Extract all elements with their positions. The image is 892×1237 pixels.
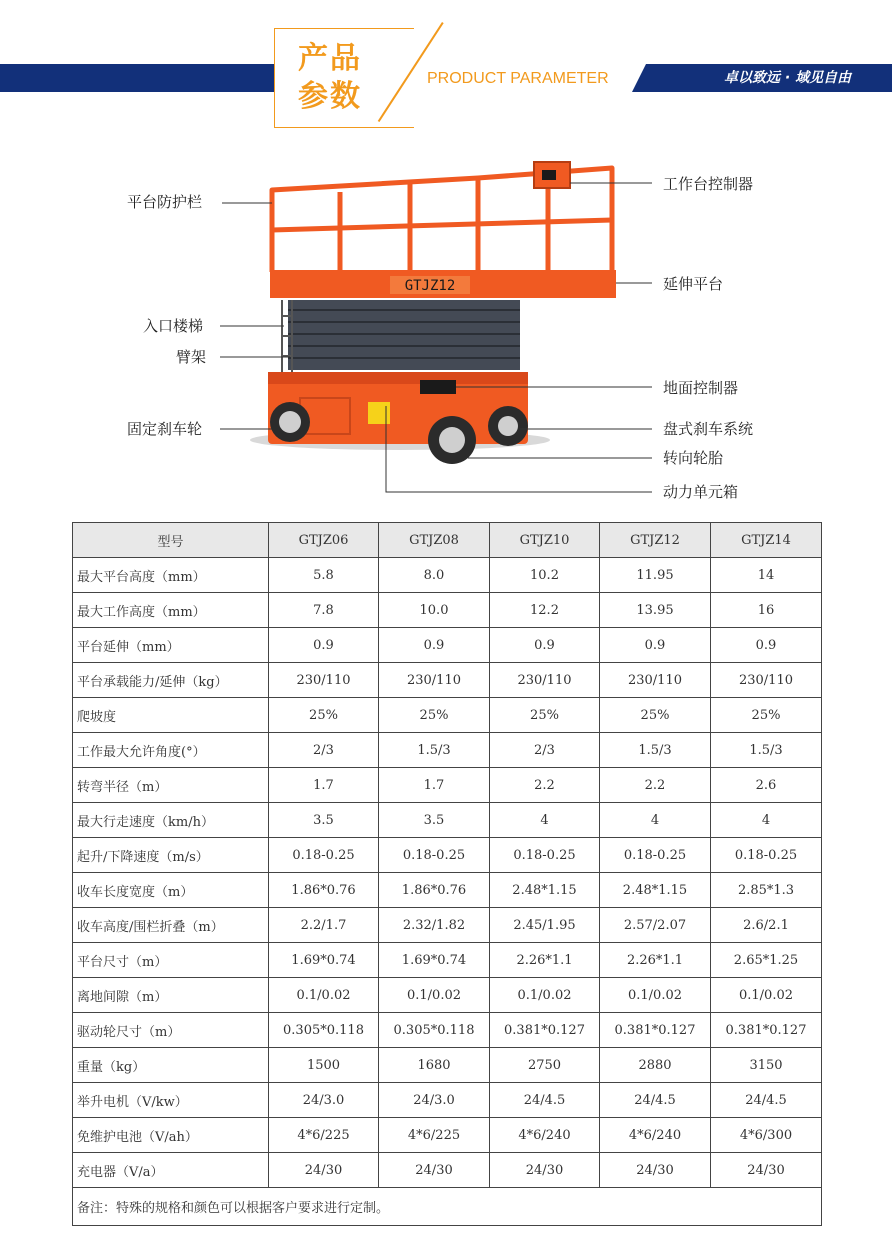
spec-value: 12.2 — [490, 593, 600, 628]
spec-value: 4 — [711, 803, 822, 838]
spec-value: 24/3.0 — [269, 1083, 379, 1118]
spec-value: 2.45/1.95 — [490, 908, 600, 943]
callout-entry-ladder: 入口楼梯 — [143, 317, 204, 335]
table-row — [73, 698, 822, 733]
callout-disc-brake-system: 盘式刹车系统 — [663, 420, 754, 438]
spec-value: 0.1/0.02 — [600, 978, 711, 1013]
spec-value: 0.18-0.25 — [379, 838, 490, 873]
spec-value: 2.2 — [490, 768, 600, 803]
table-row — [73, 1013, 822, 1048]
page-title-line2: 参数 — [298, 79, 362, 114]
spec-value: 230/110 — [490, 663, 600, 698]
spec-value: 10.0 — [379, 593, 490, 628]
callout-guardrail: 平台防护栏 — [127, 193, 203, 211]
spec-value: 25% — [490, 698, 600, 733]
spec-value: 230/110 — [600, 663, 711, 698]
callout-fixed-brake-wheel: 固定刹车轮 — [127, 420, 203, 438]
ground-controller — [420, 380, 456, 394]
param-label: 最大行走速度（km/h） — [73, 803, 269, 838]
header-model-cell: GTJZ10 — [490, 523, 600, 558]
param-label: 工作最大允许角度(°） — [73, 733, 269, 768]
param-label: 平台尺寸（m） — [73, 943, 269, 978]
spec-value: 1.69*0.74 — [269, 943, 379, 978]
param-label: 免维护电池（V/ah） — [73, 1118, 269, 1153]
spec-value: 4 — [490, 803, 600, 838]
spec-value: 0.9 — [490, 628, 600, 663]
spec-value: 24/30 — [490, 1153, 600, 1188]
spec-value: 0.1/0.02 — [379, 978, 490, 1013]
spec-value: 2.85*1.3 — [711, 873, 822, 908]
spec-value: 1.7 — [379, 768, 490, 803]
param-label: 驱动轮尺寸（m） — [73, 1013, 269, 1048]
param-label: 重量（kg） — [73, 1048, 269, 1083]
param-label: 收车长度宽度（m） — [73, 873, 269, 908]
spec-value: 10.2 — [490, 558, 600, 593]
param-label: 举升电机（V/kw） — [73, 1083, 269, 1118]
spec-value: 25% — [711, 698, 822, 733]
table-row — [73, 803, 822, 838]
spec-note: 备注：特殊的规格和颜色可以根据客户要求进行定制。 — [73, 1188, 822, 1226]
param-label: 起升/下降速度（m/s） — [73, 838, 269, 873]
spec-value: 0.1/0.02 — [490, 978, 600, 1013]
param-label: 最大工作高度（mm） — [73, 593, 269, 628]
spec-value: 2.26*1.1 — [600, 943, 711, 978]
param-label: 收车高度/围栏折叠（m） — [73, 908, 269, 943]
spec-value: 1.86*0.76 — [269, 873, 379, 908]
param-label: 最大平台高度（mm） — [73, 558, 269, 593]
callout-steering-tire: 转向轮胎 — [663, 449, 724, 467]
spec-value: 4*6/225 — [269, 1118, 379, 1153]
param-label: 爬坡度 — [73, 698, 269, 733]
spec-value: 16 — [711, 593, 822, 628]
table-row — [73, 943, 822, 978]
spec-value: 4 — [600, 803, 711, 838]
spec-value: 0.18-0.25 — [269, 838, 379, 873]
spec-value: 24/4.5 — [600, 1083, 711, 1118]
spec-value: 0.305*0.118 — [269, 1013, 379, 1048]
chassis-top — [268, 372, 528, 384]
table-row — [73, 978, 822, 1013]
spec-value: 0.381*0.127 — [490, 1013, 600, 1048]
spec-value: 230/110 — [269, 663, 379, 698]
spec-value: 2.65*1.25 — [711, 943, 822, 978]
table-row — [73, 1083, 822, 1118]
callout-extension-platform: 延伸平台 — [663, 275, 724, 293]
table-row — [73, 628, 822, 663]
spec-value: 2.57/2.07 — [600, 908, 711, 943]
spec-value: 0.9 — [379, 628, 490, 663]
callout-ground-controller: 地面控制器 — [663, 379, 739, 397]
callout-arm: 臂架 — [176, 348, 207, 366]
spec-value: 230/110 — [711, 663, 822, 698]
spec-value: 0.9 — [269, 628, 379, 663]
spec-value: 2.26*1.1 — [490, 943, 600, 978]
table-row — [73, 873, 822, 908]
spec-value: 2.2/1.7 — [269, 908, 379, 943]
spec-value: 2.2 — [600, 768, 711, 803]
spec-value: 0.1/0.02 — [711, 978, 822, 1013]
spec-value: 0.18-0.25 — [711, 838, 822, 873]
spec-value: 0.1/0.02 — [269, 978, 379, 1013]
callout-platform-controller: 工作台控制器 — [663, 175, 754, 193]
table-row — [73, 593, 822, 628]
spec-value: 2750 — [490, 1048, 600, 1083]
spec-value: 0.381*0.127 — [600, 1013, 711, 1048]
spec-value: 0.305*0.118 — [379, 1013, 490, 1048]
spec-value: 25% — [600, 698, 711, 733]
header-band-left — [0, 64, 276, 92]
spec-value: 7.8 — [269, 593, 379, 628]
spec-value: 230/110 — [379, 663, 490, 698]
spec-value: 0.18-0.25 — [600, 838, 711, 873]
table-row — [73, 908, 822, 943]
slogan: 卓以致远 · 域见自由 — [724, 70, 852, 86]
param-label: 离地间隙（m） — [73, 978, 269, 1013]
spec-value: 24/4.5 — [490, 1083, 600, 1118]
spec-value: 1.86*0.76 — [379, 873, 490, 908]
spec-value: 24/4.5 — [711, 1083, 822, 1118]
spec-value: 5.8 — [269, 558, 379, 593]
spec-value: 8.0 — [379, 558, 490, 593]
param-label: 充电器（V/a） — [73, 1153, 269, 1188]
spec-value: 0.381*0.127 — [711, 1013, 822, 1048]
table-row — [73, 558, 822, 593]
header-model-label: 型号 — [73, 523, 269, 558]
spec-value: 1680 — [379, 1048, 490, 1083]
spec-value: 0.9 — [711, 628, 822, 663]
spec-value: 3.5 — [269, 803, 379, 838]
spec-value: 2.6 — [711, 768, 822, 803]
header-model-cell: GTJZ06 — [269, 523, 379, 558]
spec-value: 3150 — [711, 1048, 822, 1083]
spec-value: 25% — [379, 698, 490, 733]
spec-note-row — [73, 1188, 822, 1226]
spec-value: 4*6/240 — [490, 1118, 600, 1153]
table-row — [73, 733, 822, 768]
spec-value: 1.5/3 — [600, 733, 711, 768]
spec-value: 1.5/3 — [379, 733, 490, 768]
spec-value: 0.9 — [600, 628, 711, 663]
spec-body — [73, 558, 822, 1188]
spec-value: 4*6/225 — [379, 1118, 490, 1153]
spec-value: 2.32/1.82 — [379, 908, 490, 943]
spec-value: 1.5/3 — [711, 733, 822, 768]
spec-header-row — [73, 523, 822, 558]
spec-value: 2/3 — [490, 733, 600, 768]
page-subtitle: PRODUCT PARAMETER — [427, 70, 609, 87]
spec-value: 24/3.0 — [379, 1083, 490, 1118]
model-plate: GTJZ12 — [404, 278, 456, 294]
param-label: 平台承载能力/延伸（kg） — [73, 663, 269, 698]
spec-value: 24/30 — [600, 1153, 711, 1188]
spec-value: 0.18-0.25 — [490, 838, 600, 873]
table-row — [73, 838, 822, 873]
page-title — [298, 40, 388, 116]
spec-value: 25% — [269, 698, 379, 733]
table-row — [73, 1153, 822, 1188]
spec-value: 24/30 — [379, 1153, 490, 1188]
spec-value: 1500 — [269, 1048, 379, 1083]
callout-power-unit-box: 动力单元箱 — [663, 483, 739, 501]
spec-value: 24/30 — [269, 1153, 379, 1188]
spec-value: 4*6/240 — [600, 1118, 711, 1153]
table-row — [73, 1048, 822, 1083]
spec-table — [72, 522, 822, 1226]
param-label: 平台延伸（mm） — [73, 628, 269, 663]
spec-value: 1.69*0.74 — [379, 943, 490, 978]
spec-value: 14 — [711, 558, 822, 593]
param-label: 转弯半径（m） — [73, 768, 269, 803]
table-row — [73, 768, 822, 803]
table-row — [73, 1118, 822, 1153]
header-model-cell: GTJZ12 — [600, 523, 711, 558]
page-title-line1: 产品 — [298, 41, 362, 76]
spec-value: 2.48*1.15 — [490, 873, 600, 908]
spec-value: 2.6/2.1 — [711, 908, 822, 943]
spec-value: 2/3 — [269, 733, 379, 768]
header-model-cell: GTJZ14 — [711, 523, 822, 558]
spec-value: 24/30 — [711, 1153, 822, 1188]
spec-value: 13.95 — [600, 593, 711, 628]
spec-value: 11.95 — [600, 558, 711, 593]
table-row — [73, 663, 822, 698]
spec-value: 2880 — [600, 1048, 711, 1083]
warning-label — [368, 402, 390, 424]
spec-value: 1.7 — [269, 768, 379, 803]
spec-value: 2.48*1.15 — [600, 873, 711, 908]
header-model-cell: GTJZ08 — [379, 523, 490, 558]
spec-value: 4*6/300 — [711, 1118, 822, 1153]
spec-value: 3.5 — [379, 803, 490, 838]
